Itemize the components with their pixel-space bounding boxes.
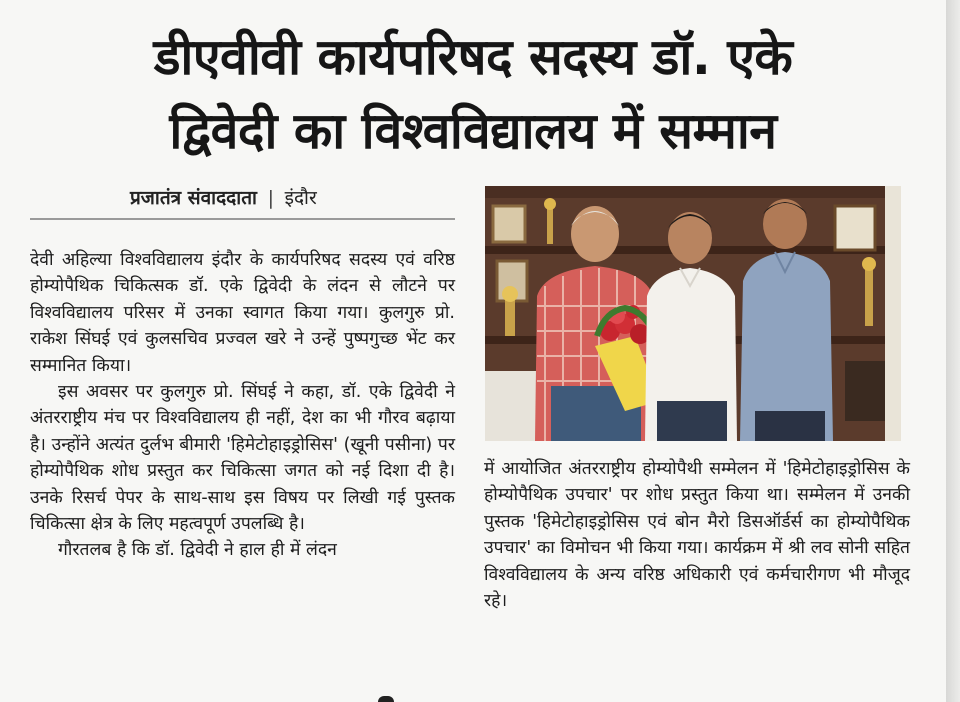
paragraph-4: में आयोजित अंतरराष्ट्रीय होम्योपैथी सम्मेलन में 'हिमेटोहाइड्रोसिस के होम्योपैथिक उपचार' पर शोध प्रस्तुत किया था। सम्मेलन में उनकी पुस्तक 'हिमेटोहाइड्रोसिस एवं बोन मैरो डिसऑर्डर्स का होम्योपैथिक उपचार' का विमोचन भी किया गया। कार्यक्रम में श्री लव सोनी सहित विश्वविद्यालय के अन्य वरिष्ठ अधिकारी एवं कर्मचारीगण भी मौजूद रहे। <box>484 459 910 612</box>
article-column-right <box>484 456 910 614</box>
page-edge-shadow <box>946 0 960 702</box>
article-column-left <box>30 247 455 564</box>
headline-line-1: डीएवीवी कार्यपरिषद सदस्य डॉ. एके <box>153 28 793 86</box>
paragraph-3: गौरतलब है कि डॉ. द्विवेदी ने हाल ही में लंदन <box>58 540 337 561</box>
byline-rule <box>30 218 455 220</box>
page-fold-mark <box>378 696 394 702</box>
byline <box>130 184 317 210</box>
paragraph-2: इस अवसर पर कुलगुरु प्रो. सिंघई ने कहा, डॉ. एके द्विवेदी ने अंतरराष्ट्रीय मंच पर विश्वविद्यालय ही नहीं, देश का भी गौरव बढ़ाया है। उन्होंने अत्यंत दुर्लभ बीमारी 'हिमेटोहाइड्रोसिस' (खूनी पसीना) पर होम्योपैथिक शोध प्रस्तुत कर चिकित्सा जगत को नई दिशा दी है। उनके रिसर्च पेपर के साथ-साथ इस विषय पर लिखी गई पुस्तक चिकित्सा क्षेत्र के लिए महत्वपूर्ण उपलब्धि है। <box>30 382 455 535</box>
byline-place: इंदौर <box>284 187 317 209</box>
photo-illustration <box>485 186 901 441</box>
byline-separator: | <box>267 187 274 209</box>
paragraph-1: देवी अहिल्या विश्वविद्यालय इंदौर के कार्यपरिषद सदस्य एवं वरिष्ठ होम्योपैथिक चिकित्सक डॉ. एके द्विवेदी के लंदन से लौटने पर विश्वविद्यालय परिसर में उनका स्वागत किया गया। कुलगुरु प्रो. राकेश सिंघई एवं कुलसचिव प्रज्वल खरे ने उन्हें पुष्पगुच्छ भेंट कर सम्मानित किया। <box>30 250 455 376</box>
headline <box>20 20 926 168</box>
byline-author: प्रजातंत्र संवाददाता <box>130 187 257 209</box>
news-photo <box>485 186 901 441</box>
headline-line-2: द्विवेदी का विश्वविद्यालय में सम्मान <box>169 102 777 160</box>
